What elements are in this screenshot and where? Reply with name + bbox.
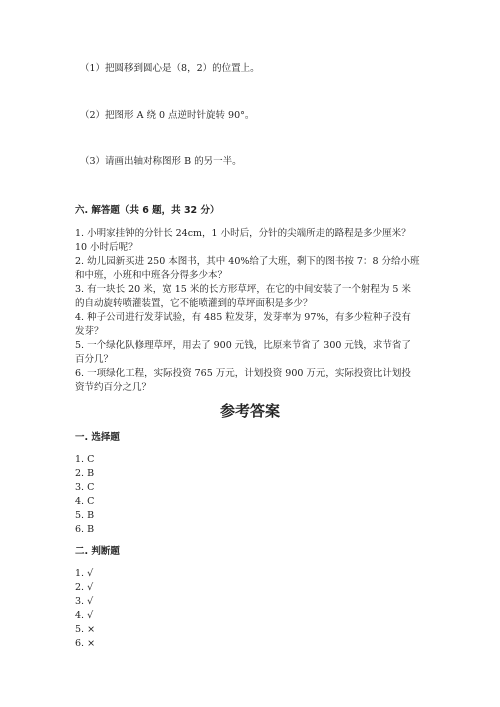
- question-line: 发芽？: [75, 326, 104, 337]
- question-line: 10 小时后呢？: [75, 242, 138, 253]
- answers-section-1-heading: 一. 选择题: [75, 432, 120, 443]
- answer-item: 5. ×: [75, 624, 96, 635]
- question-line: 4. 种子公司进行发芽试验，有 485 粒发芽，发芽率为 97%，有多少粒种子没有: [75, 312, 411, 323]
- question-line: 3. 有一块长 20 米，宽 15 米的长方形草坪，在它的中间安装了一个射程为 5 米: [75, 284, 411, 295]
- answer-item: 4. √: [75, 610, 94, 621]
- question-line: 6. 一项绿化工程，实际投资 765 万元，计划投资 900 万元，实际投资比计划投: [75, 368, 411, 379]
- answer-item: 6. ×: [75, 638, 96, 649]
- answer-item: 1. C: [75, 454, 95, 465]
- answer-item: 1. √: [75, 568, 94, 579]
- answer-item: 4. C: [75, 496, 95, 507]
- question-line: 的自动旋转喷灌装置，它不能喷灌到的草坪面积是多少？: [75, 298, 313, 309]
- question-line: 和中班，小班和中班各分得多少本？: [75, 270, 228, 281]
- question-line: 2. 幼儿园新买进 250 本图书，其中 40%给了大班，剩下的图书按 7：8 分给小班: [75, 256, 420, 267]
- answer-item: 2. B: [75, 468, 95, 479]
- answer-item: 2. √: [75, 582, 94, 593]
- answers-section-2-heading: 二. 判断题: [75, 546, 120, 557]
- question-line: 百分几？: [75, 354, 114, 365]
- question-line: 资节约百分之几？: [75, 382, 152, 393]
- instruction-2: （2）把图形 A 绕 0 点逆时针旋转 90°。: [80, 110, 255, 121]
- question-line: 5. 一个绿化队修理草坪，用去了 900 元钱，比原来节省了 300 元钱，求节省了: [75, 340, 411, 351]
- answer-item: 3. √: [75, 596, 94, 607]
- answer-item: 6. B: [75, 524, 95, 535]
- answer-item: 5. B: [75, 510, 95, 521]
- instruction-1: （1）把圆移到圆心是（8，2）的位置上。: [80, 63, 260, 74]
- question-line: 1. 小明家挂钟的分针长 24cm，1 小时后，分针的尖端所走的路程是多少厘米？: [75, 228, 411, 239]
- section-6-heading: 六. 解答题（共 6 题，共 32 分）: [75, 205, 220, 216]
- answers-title: 参考答案: [219, 402, 280, 420]
- instruction-3: （3）请画出轴对称图形 B 的另一半。: [80, 156, 242, 167]
- answer-item: 3. C: [75, 482, 95, 493]
